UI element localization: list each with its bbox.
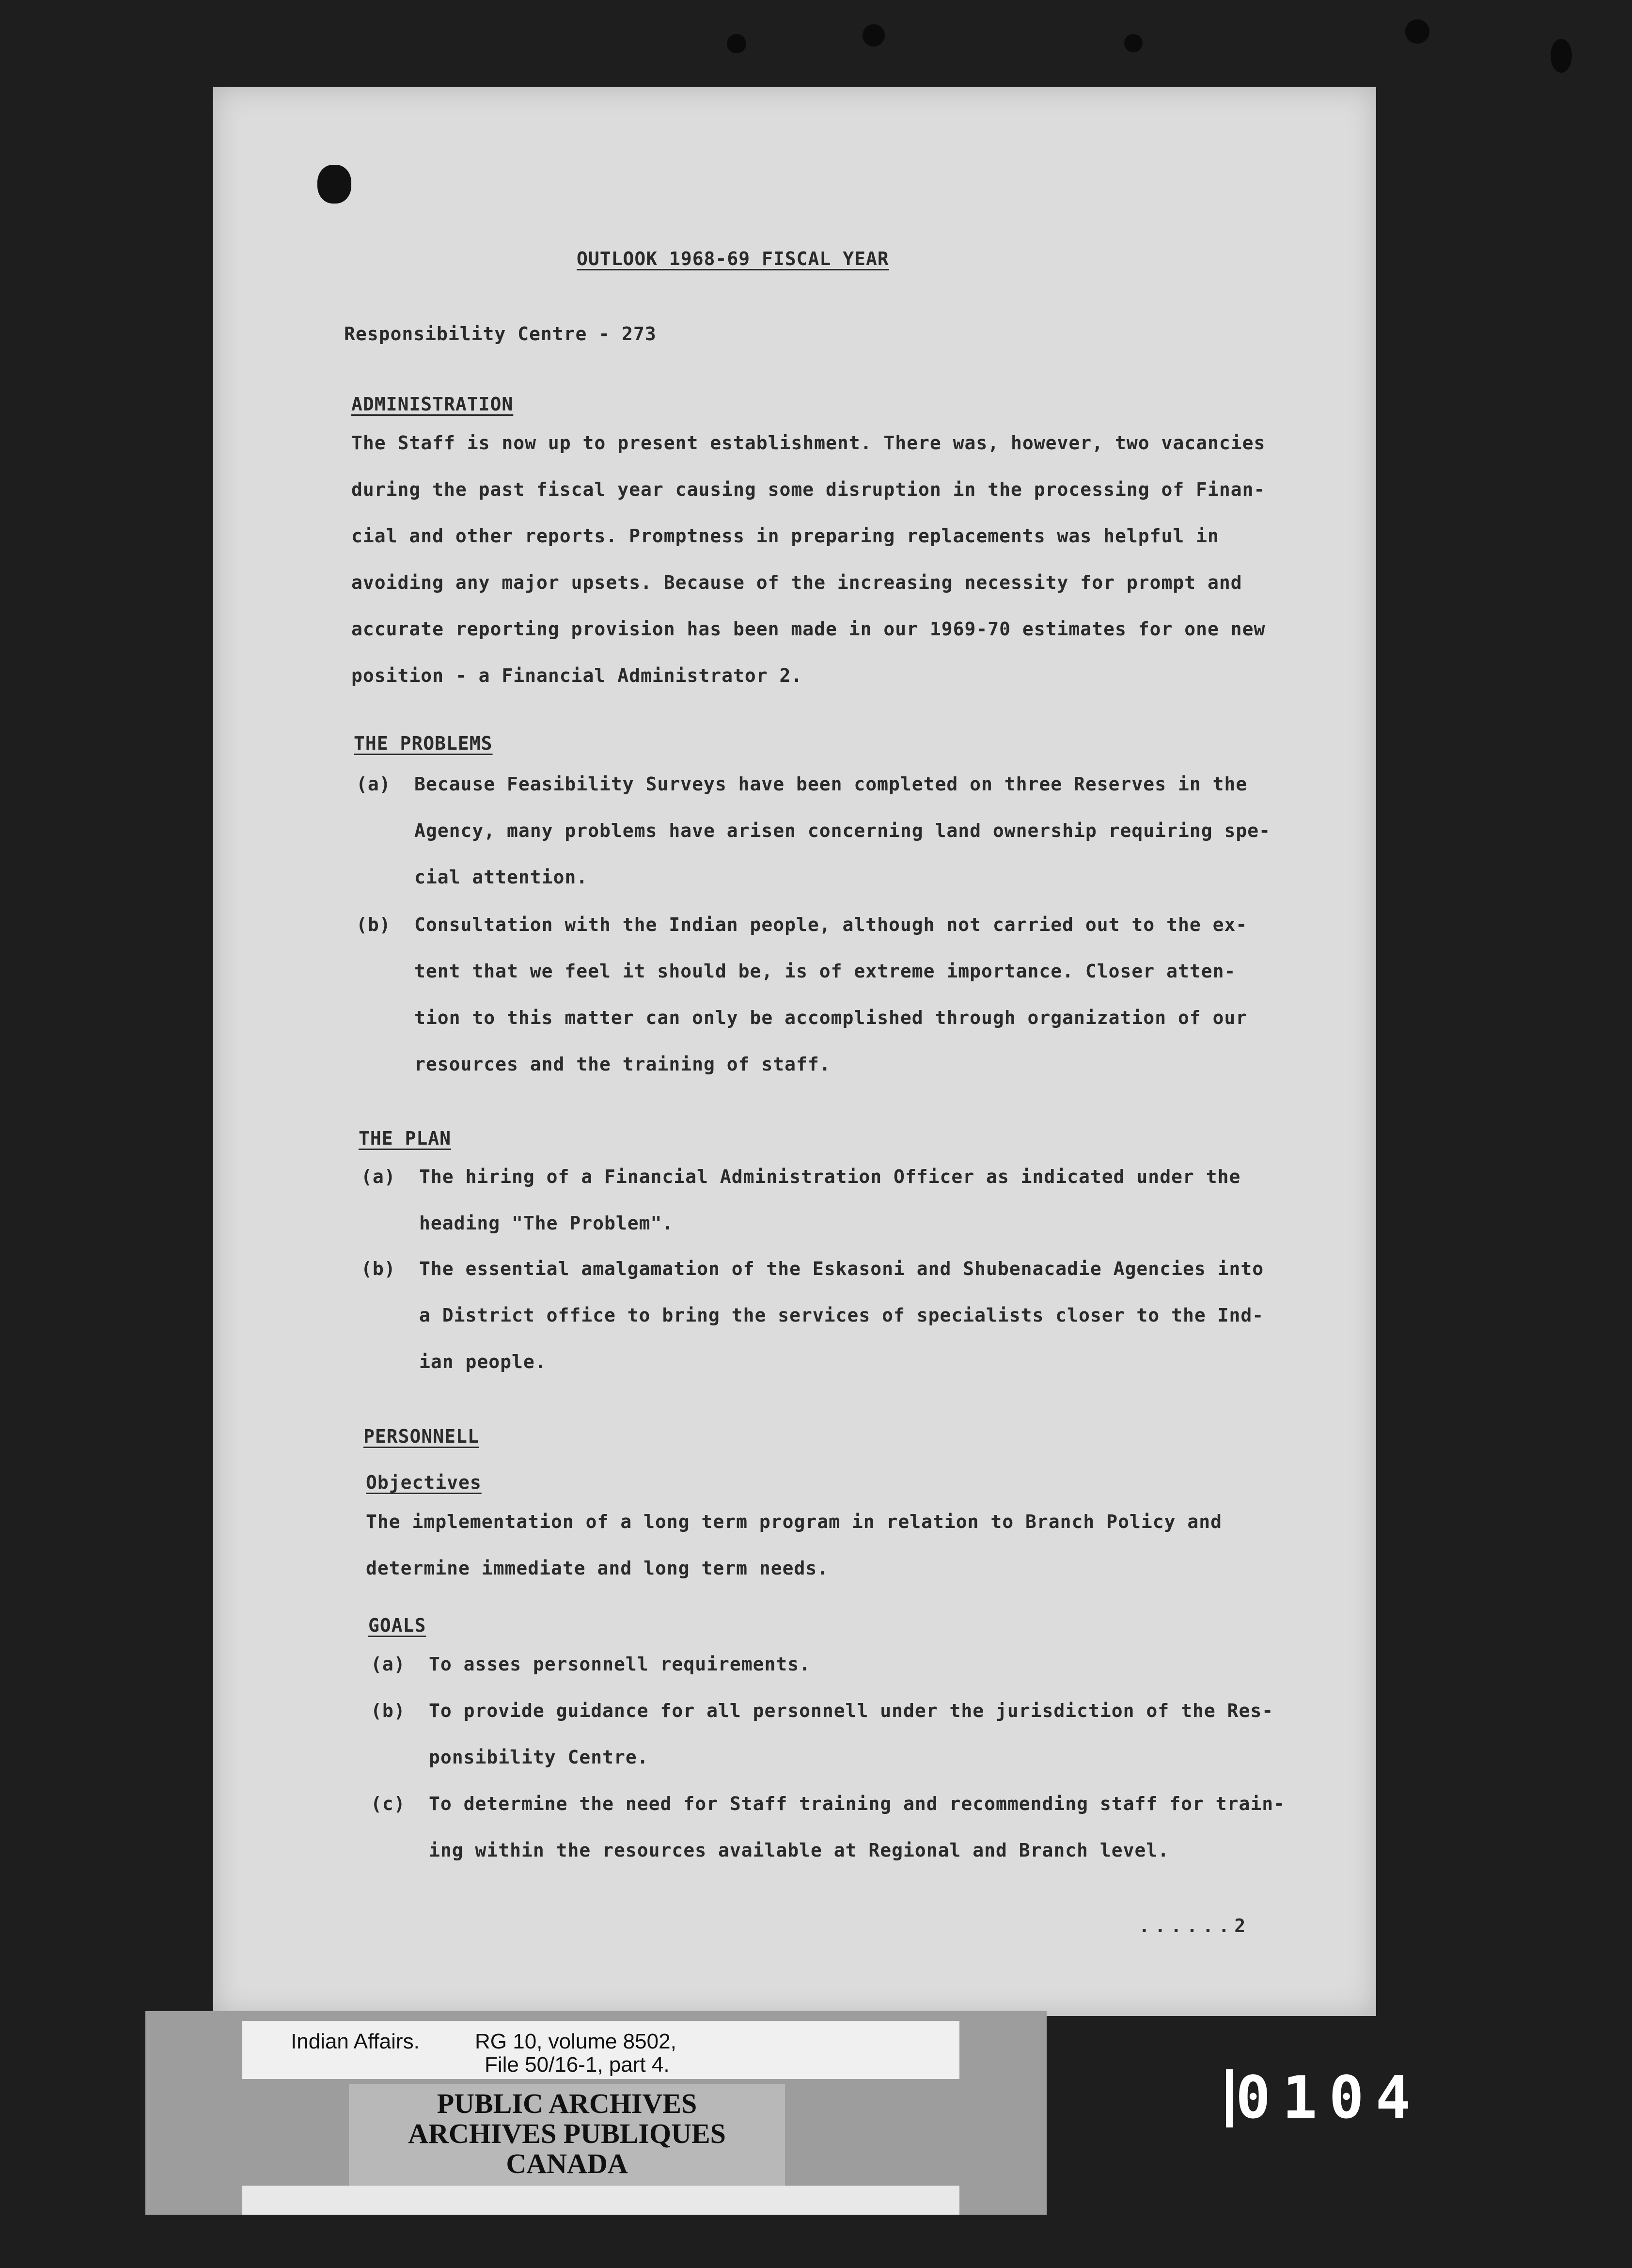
plan-item-a xyxy=(361,1153,1369,1250)
item-label: (c) xyxy=(371,1793,406,1814)
label-bottom-band xyxy=(242,2186,959,2215)
item-label: (a) xyxy=(371,1654,406,1675)
item-line: ian people. xyxy=(419,1351,547,1372)
item-line: heading "The Problem". xyxy=(419,1213,674,1234)
film-speck xyxy=(863,24,885,47)
item-line: Consultation with the Indian people, although not carried out to the ex- xyxy=(414,914,1248,935)
item-label: (b) xyxy=(371,1700,406,1721)
archive-reference-label xyxy=(242,2021,959,2079)
problem-item-b xyxy=(356,901,1364,1090)
objectives-paragraph xyxy=(366,1498,1374,1591)
item-line: tion to this matter can only be accomplished through organization of our xyxy=(414,1007,1248,1028)
paragraph-line: cial and other reports. Promptness in preparing replacements was helpful in xyxy=(351,525,1219,547)
item-line: To provide guidance for all personnell under the jurisdiction of the Res- xyxy=(429,1700,1274,1721)
responsibility-centre: Responsibility Centre - 273 xyxy=(344,323,657,345)
item-text xyxy=(414,901,1364,1087)
item-line: resources and the training of staff. xyxy=(414,1054,831,1075)
administration-paragraph xyxy=(351,420,1369,699)
item-text xyxy=(429,1641,1379,1687)
item-line: ing within the resources available at Regional and Branch level. xyxy=(429,1840,1170,1861)
document-page xyxy=(213,87,1376,2016)
item-label: (b) xyxy=(361,1258,396,1279)
objectives-heading: Objectives xyxy=(366,1472,482,1493)
section-heading-administration: ADMINISTRATION xyxy=(351,394,514,415)
archive-source: Indian Affairs. xyxy=(291,2030,420,2053)
problem-item-a xyxy=(356,761,1364,906)
frame-number: 0104 xyxy=(1226,2069,1429,2127)
film-speck xyxy=(1551,39,1572,73)
item-line: To asses personnell requirements. xyxy=(429,1654,811,1675)
section-heading-plan: THE PLAN xyxy=(359,1128,452,1149)
item-line: To determine the need for Staff training and recommending staff for train- xyxy=(429,1793,1285,1814)
item-line: The hiring of a Financial Administration Officer as indicated under the xyxy=(419,1166,1241,1187)
archive-country: CANADA xyxy=(506,2148,628,2179)
paragraph-line: determine immediate and long term needs. xyxy=(366,1558,829,1579)
item-line: ponsibility Centre. xyxy=(429,1747,649,1768)
goal-item-c xyxy=(371,1780,1379,1877)
archive-reference-line1: RG 10, volume 8502, xyxy=(475,2030,676,2053)
archive-name-en: PUBLIC ARCHIVES xyxy=(437,2088,697,2119)
item-text xyxy=(429,1687,1379,1780)
page-continuation-marker: ......2 xyxy=(1139,1915,1251,1937)
item-line: Agency, many problems have arisen concerning land ownership requiring spe- xyxy=(414,820,1271,841)
item-text xyxy=(419,1153,1369,1246)
item-line: a District office to bring the services of specialists closer to the Ind- xyxy=(419,1305,1264,1326)
goals-heading: GOALS xyxy=(368,1615,426,1636)
item-text xyxy=(414,761,1364,900)
archive-name-fr: ARCHIVES PUBLIQUES xyxy=(408,2118,726,2149)
paragraph-line: accurate reporting provision has been made in our 1969-70 estimates for one new xyxy=(351,618,1266,640)
item-line: cial attention. xyxy=(414,866,588,888)
goal-item-b xyxy=(371,1687,1379,1784)
plan-item-b xyxy=(361,1245,1369,1391)
item-text xyxy=(419,1245,1369,1385)
item-line: The essential amalgamation of the Eskasoni and Shubenacadie Agencies into xyxy=(419,1258,1264,1279)
film-speck xyxy=(1124,34,1143,52)
paragraph-line: position - a Financial Administrator 2. xyxy=(351,665,803,686)
item-line: tent that we feel it should be, is of extreme importance. Closer atten- xyxy=(414,961,1236,982)
item-label: (b) xyxy=(356,914,391,935)
punch-hole xyxy=(317,165,351,204)
paragraph-line: The Staff is now up to present establishment. There was, however, two vacancies xyxy=(351,432,1266,454)
film-speck xyxy=(727,34,746,53)
item-label: (a) xyxy=(361,1166,396,1187)
paragraph-line: The implementation of a long term program in relation to Branch Policy and xyxy=(366,1511,1222,1532)
film-speck xyxy=(1405,19,1429,44)
section-heading-personnel: PERSONNELL xyxy=(363,1426,479,1447)
item-text xyxy=(429,1780,1379,1874)
archive-reference-line2: File 50/16-1, part 4. xyxy=(485,2053,670,2077)
item-line: Because Feasibility Surveys have been completed on three Reserves in the xyxy=(414,773,1248,795)
section-heading-problems: THE PROBLEMS xyxy=(354,733,493,754)
document-title: OUTLOOK 1968-69 FISCAL YEAR xyxy=(577,248,889,269)
item-label: (a) xyxy=(356,773,391,795)
paragraph-line: during the past fiscal year causing some disruption in the processing of Finan- xyxy=(351,479,1266,500)
goal-item-a xyxy=(371,1641,1379,1689)
paragraph-line: avoiding any major upsets. Because of the increasing necessity for prompt and xyxy=(351,572,1242,593)
archive-stamp xyxy=(349,2084,785,2186)
